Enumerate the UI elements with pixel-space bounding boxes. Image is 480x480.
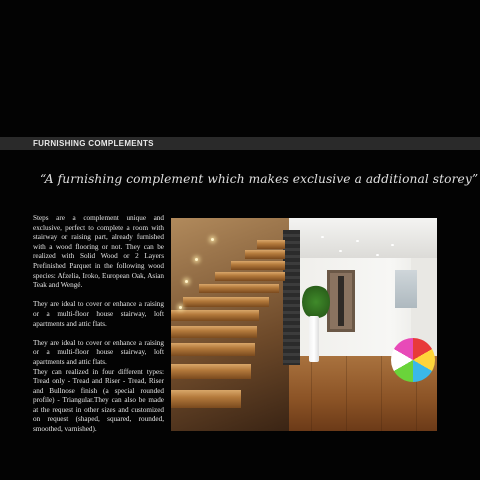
stair-step: [171, 364, 251, 379]
ceiling-light: [391, 244, 394, 246]
ceiling-light: [339, 250, 342, 252]
photo-door-glass: [338, 276, 344, 326]
stair-step: [245, 250, 285, 259]
stair-step: [231, 261, 285, 270]
wall-light: [185, 280, 188, 283]
potted-plant: [302, 284, 330, 320]
white-vase: [309, 316, 319, 362]
stair-step: [171, 326, 257, 338]
paragraph-ideal-1: They are ideal to cover or enhance a raising or a multi-floor house stairway, loft apartments and attic flats.: [33, 300, 164, 328]
section-header-bar: [0, 137, 480, 150]
colorful-lamp: [391, 338, 435, 382]
wall-light: [179, 306, 182, 309]
floor-board-line: [311, 356, 312, 431]
stair-step: [183, 297, 269, 307]
stair-step: [171, 343, 255, 356]
section-title: FURNISHING COMPLEMENTS: [33, 139, 154, 148]
paragraph-ideal-2: They are ideal to cover or enhance a raising or a multi-floor house stairway, loft apartments and attic flats.: [33, 338, 164, 366]
photo-stone-column: [283, 230, 300, 365]
ceiling-light: [321, 236, 324, 238]
stair-step: [171, 390, 241, 408]
floor-board-line: [346, 356, 347, 431]
staircase-photo: [171, 218, 437, 431]
photo-window: [395, 270, 417, 308]
ceiling-light: [376, 254, 379, 256]
paragraph-types: They can realized in four different types: Tread only - Tread and Riser - Tread, Riser and Bullnose finish (a special rounded profile) - Triangular.They can also be made at the request in other sizes and customized on request (shaped, squared, rounded, smoothed, varnished).: [33, 367, 164, 434]
ceiling-light: [356, 240, 359, 242]
stair-step: [257, 240, 285, 249]
floor-board-line: [381, 356, 382, 431]
wall-light: [211, 238, 214, 241]
body-text: [33, 214, 164, 444]
stair-step: [171, 310, 259, 321]
tagline-quote: “A furnishing complement which makes exclusive a additional storey”: [40, 172, 479, 186]
stair-step: [199, 284, 279, 293]
wall-light: [195, 258, 198, 261]
stair-step: [215, 272, 285, 281]
paragraph-intro: Steps are a complement unique and exclusive, perfect to complete a room with stairway or raising part, already furnished with a wood flooring or not. They can be realized with Solid Wood or 2 Layers Prefinished Parquet in the following wood species: Afzelia, Iroko, European Oak, Asian Teak and Wengé.: [33, 214, 164, 290]
